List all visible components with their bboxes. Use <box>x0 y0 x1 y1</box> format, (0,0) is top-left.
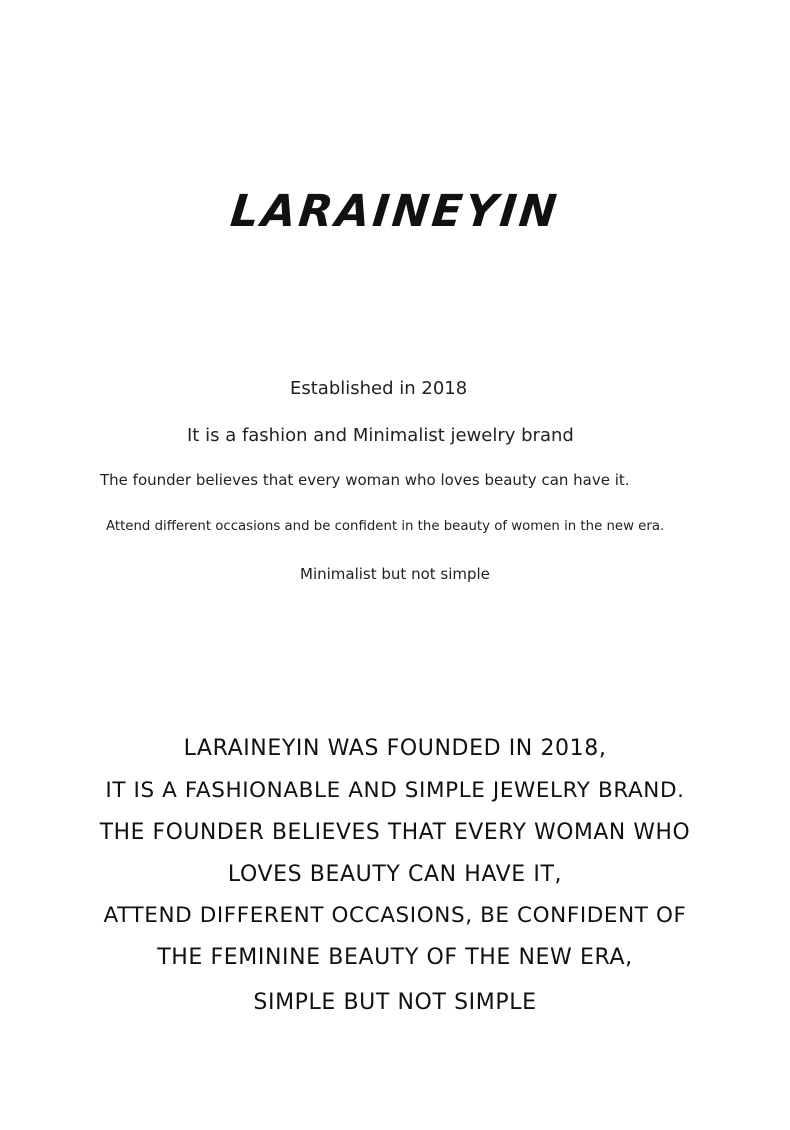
statement-line-6: THE FEMININE BEAUTY OF THE NEW ERA, <box>157 945 633 970</box>
intro-tagline: Minimalist but not simple <box>300 565 490 583</box>
brand-logo: LARAINEYIN <box>228 186 562 237</box>
statement-line-5: ATTEND DIFFERENT OCCASIONS, BE CONFIDENT OF <box>103 903 687 928</box>
intro-occasions: Attend different occasions and be confident in the beauty of women in the new era. <box>106 519 665 534</box>
intro-established: Established in 2018 <box>290 378 468 399</box>
intro-founder-belief: The founder believes that every woman who loves beauty can have it. <box>100 471 630 489</box>
statement-line-2: IT IS A FASHIONABLE AND SIMPLE JEWELRY BRAND. <box>105 778 685 803</box>
intro-brand-description: It is a fashion and Minimalist jewelry brand <box>187 425 574 446</box>
statement-line-1: LARAINEYIN WAS FOUNDED IN 2018, <box>183 736 607 761</box>
statement-line-3: THE FOUNDER BELIEVES THAT EVERY WOMAN WHO <box>99 820 691 845</box>
statement-line-4: LOVES BEAUTY CAN HAVE IT, <box>227 862 563 887</box>
statement-line-7: SIMPLE BUT NOT SIMPLE <box>253 990 537 1015</box>
